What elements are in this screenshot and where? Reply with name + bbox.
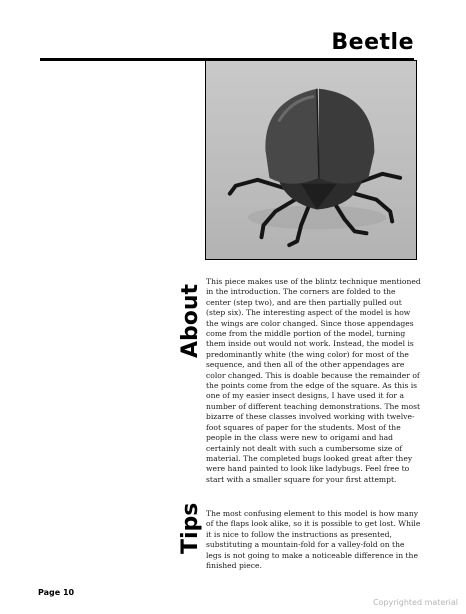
copyright-watermark: Copyrighted material (372, 598, 458, 607)
beetle-right-wing (319, 89, 374, 184)
tips-text: The most confusing element to this model is how many of the flaps look alike, so it is possible to get lost. While it is nice to follow the instructions as presented, substituting a mountain-fold for a valley-fold on the legs is not going to make a noticeable difference in the finished piece. (206, 509, 421, 571)
beetle-left-wing (265, 89, 319, 184)
beetle-illustration (206, 61, 416, 259)
about-heading: About (178, 283, 203, 358)
tips-heading: Tips (178, 502, 203, 554)
origami-beetle-photo (205, 60, 417, 260)
page-number: Page 10 (38, 588, 75, 597)
about-text: This piece makes use of the blintz technique mentioned in the introduction. The corners are folded to the center (step two), and are then partially pulled out (step six). The interesting aspect of the model is how the wings are color changed. Since those appendages come from the middle portion of the model, turning them inside out would not work. Instead, the model is predominantly white (the wing color) for most of the sequence, and then all of the other appendages are color changed. This is doable because the remainder of the points come from the edge of the square. As this is one of my easier insect designs, I have used it for a number of different teaching demonstrations. The most bizarre of these classes involved working with twelve-foot squares of paper for the students. Most of the people in the class were new to origami and had certainly not dealt with such a cumbersome size of material. The completed bugs looked great after they were hand painted to look like ladybugs. Feel free to start with a smaller square for your first attempt. (206, 277, 421, 484)
page-title: Beetle (331, 30, 414, 55)
